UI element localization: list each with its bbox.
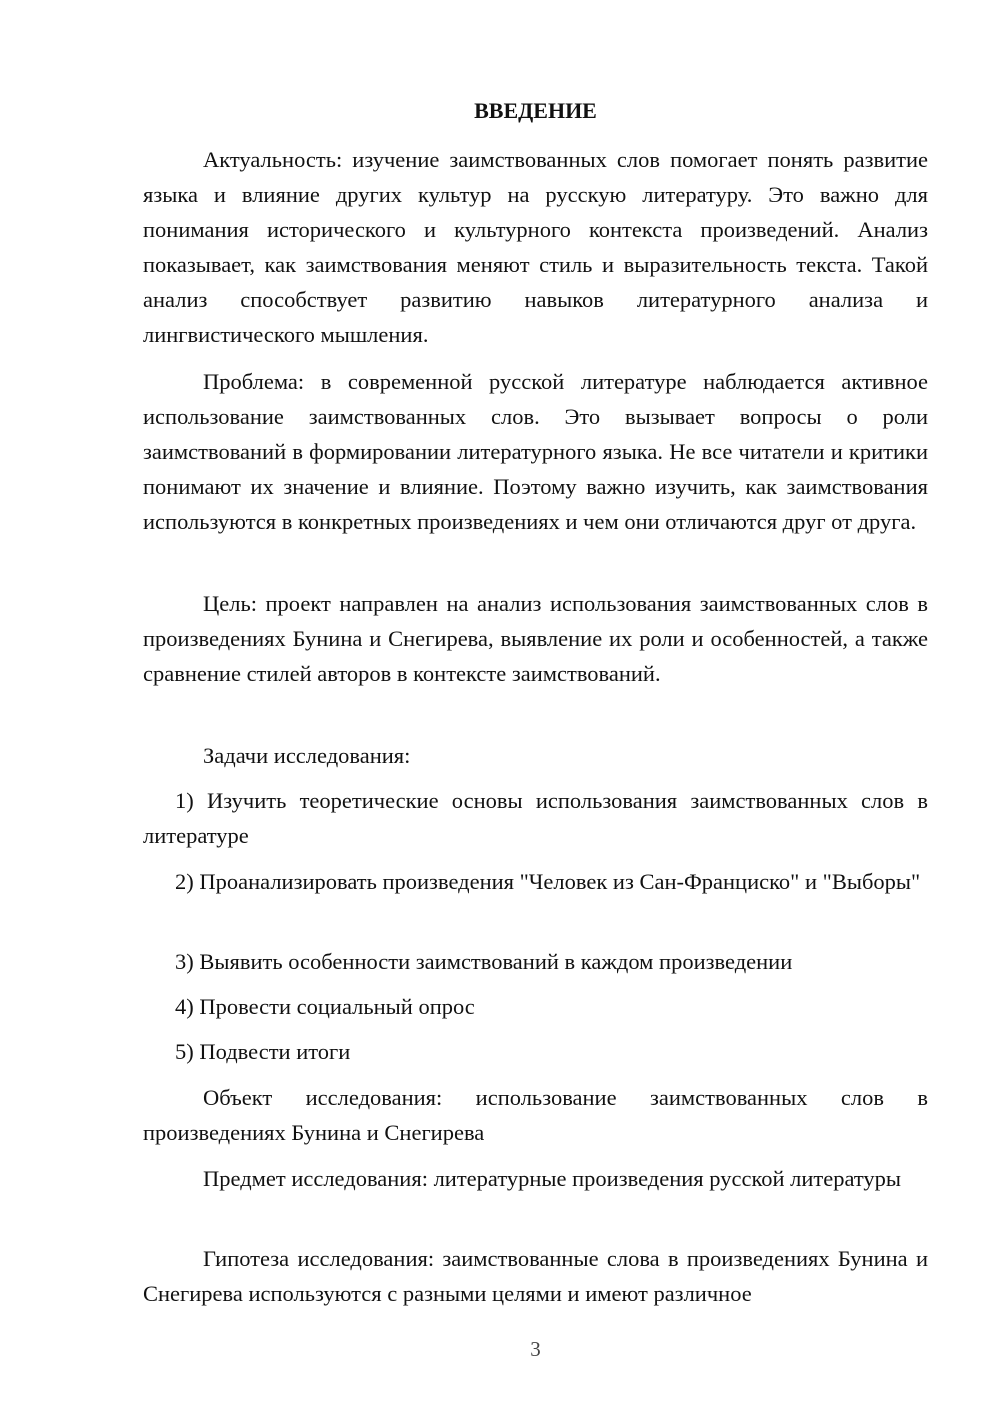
problem-paragraph: Проблема: в современной русской литературе наблюдается активное использование заимствованных слов. Это вызывает вопросы о роли заимствований в формировании литературного языка. Не все читатели и критики понимают их значение и влияние. Поэтому важно изучить, как заимствования используются в конкретных произведениях и чем они отличаются друг от друга. bbox=[143, 369, 928, 534]
page-title: ВВЕДЕНИЕ bbox=[474, 98, 597, 123]
relevance-paragraph: Актуальность: изучение заимствованных слов помогает понять развитие языка и влияние других культур на русскую литературу. Это важно для понимания исторического и культурного контекста произведений. Анализ показывает, как заимствования меняют стиль и выразительность текста. Такой анализ способствует развитию навыков литературного анализа и лингвистического мышления. bbox=[143, 147, 928, 347]
task-item-4: 4) Провести социальный опрос bbox=[175, 994, 475, 1019]
tasks-heading: Задачи исследования: bbox=[203, 743, 411, 768]
task-item-2: 2) Проанализировать произведения "Человек из Сан-Франциско" и "Выборы" bbox=[175, 869, 921, 894]
page-number: 3 bbox=[530, 1337, 541, 1361]
task-item-1: 1) Изучить теоретические основы использования заимствованных слов в литературе bbox=[143, 788, 928, 848]
task-item-5: 5) Подвести итоги bbox=[175, 1039, 351, 1064]
research-subject-paragraph: Предмет исследования: литературные произведения русской литературы bbox=[203, 1166, 902, 1191]
document-page bbox=[143, 0, 928, 1414]
task-item-3: 3) Выявить особенности заимствований в каждом произведении bbox=[175, 949, 793, 974]
hypothesis-paragraph: Гипотеза исследования: заимствованные слова в произведениях Бунина и Снегирева используются с разными целями и имеют различное bbox=[143, 1246, 928, 1306]
research-object-paragraph: Объект исследования: использование заимствованных слов в произведениях Бунина и Снегирева bbox=[143, 1085, 928, 1145]
goal-paragraph: Цель: проект направлен на анализ использования заимствованных слов в произведениях Бунина и Снегирева, выявление их роли и особенностей, а также сравнение стилей авторов в контексте заимствований. bbox=[143, 591, 928, 686]
